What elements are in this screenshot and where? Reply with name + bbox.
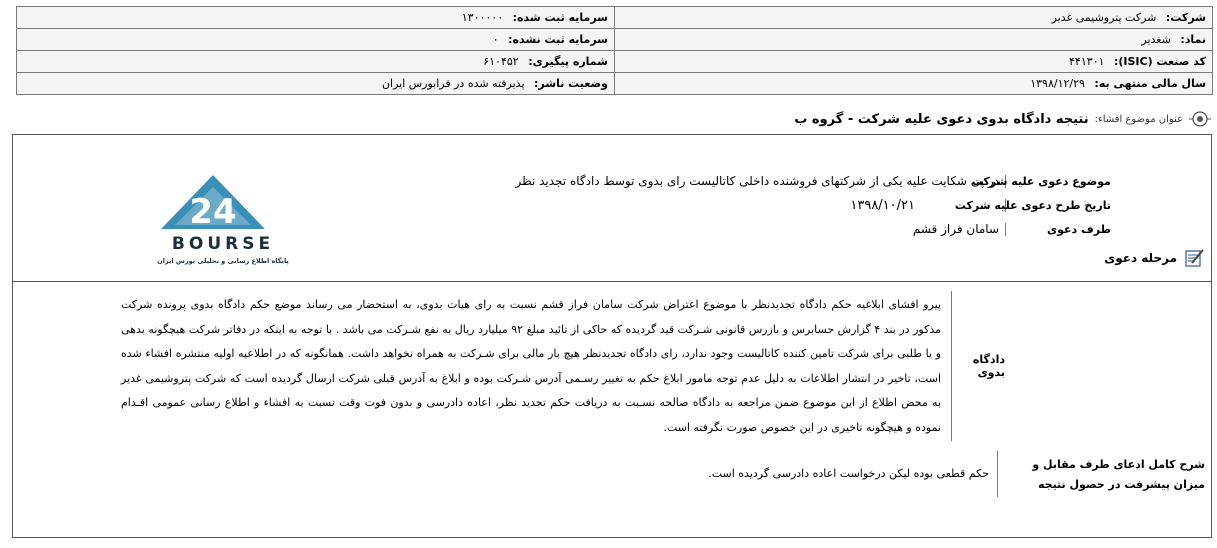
result-label: شرح کامل ادعای طرف مقابل و میزان پیشرفت در حصول نتیجه: [997, 451, 1211, 497]
result-text: حکم قطعی بوده لیکن درخواست اعاده دادرسی گردیده است.: [708, 467, 989, 480]
logo-wordmark: BOURSE: [171, 234, 275, 254]
symbol-value: شغدیر: [1141, 33, 1171, 46]
logo-tagline: پایگاه اطلاع رسانی و تحلیلی بورس ایران: [157, 257, 289, 265]
info-row: [17, 29, 1213, 51]
unregistered-capital-cell: [17, 29, 615, 51]
capital-label: سرمایه ثبت شده:: [512, 11, 608, 24]
fiscal-year-label: سال مالی منتهی به:: [1094, 77, 1206, 90]
isic-value: ۴۴۱۳۰۱: [1069, 55, 1105, 68]
capital-cell: [17, 7, 615, 29]
party-value: سامان فراز قشم: [912, 222, 999, 236]
claim-details: [435, 169, 1115, 241]
disclosure-box: [12, 134, 1212, 538]
isic-cell: [615, 51, 1213, 73]
company-value: شرکت پتروشیمی غدیر: [1051, 11, 1157, 24]
capital-value: ۱۳۰۰۰۰۰: [461, 11, 504, 24]
publisher-status-cell: [17, 73, 615, 95]
publisher-status-value: پذیرفته شده در فرابورس ایران: [381, 77, 525, 90]
logo-mark: 24: [189, 192, 237, 232]
result-section: [13, 451, 1211, 497]
bourse-logo: [143, 171, 303, 266]
tracking-label: شماره پیگیری:: [528, 55, 608, 68]
court-text: پیرو افشای ابلاغیه حکم دادگاه تجدیدنظر با موضوع اعتراض شرکت سامان فراز قشم نسبت به رای هیات بدوی، به استحضار می رساند موضع حکم دادگاه بدوی پرونده شرکت مذکور در بند ۴ گزارش حسابرس و بازرس قانونی شـرکت قید گردیده که حاکی از تائید مبلغ ۹۲ میلیارد ریال به نفع شـرکت می باشد . با توجه به اینکه در دفاتر شرکت هیچگونه بدهی و یا طلبی برای شرکت تامین کننده کاتالیست وجود ندارد، رای دادگاه تجدیدنظر هیچ بار مالی برای شـرکت به همراه نخواهد داشت. همانگونه که در اطلاعیه اولیه منتشره افشاء شده است، تاخیر در انتشار اطلاعات به دلیل عدم توجه مامور ابلاغ حکم به تغییر رسـمی آدرس شـرکت بوده و ابلاغ به آدرس قبلی شرکت ارسال گردیده است که شرکت پتروشیمی غدیر به محض اطلاع از این موضوع ضمن مراجعه به دادگاه صالحه نسـبت به دریافت حکم تجدید نظر، اعاده دادرسی و بدون فوت وقت نسبت به افشاء و اطلاع رسانی عمومی اقـدام نموده و هیچگونه تاخیری در این خصوص صورت نگرفته است.: [121, 298, 941, 434]
claim-subject-value: در پی شکایت علیه یکی از شرکتهای فروشنده داخلی کاتالیست رای بدوی توسط دادگاه تجدید نظر: [515, 174, 999, 188]
symbol-cell: [615, 29, 1213, 51]
info-row: [17, 7, 1213, 29]
stage-header: [1104, 247, 1205, 269]
tracking-value: ۶۱۰۴۵۲: [483, 55, 519, 68]
party-row: [435, 217, 1115, 241]
notepad-pencil-icon: [1183, 248, 1205, 268]
company-label: شرکت:: [1165, 11, 1206, 24]
symbol-label: نماد:: [1180, 33, 1206, 46]
fiscal-year-value: ۱۳۹۸/۱۲/۲۹: [1030, 77, 1085, 90]
isic-label: کد صنعت (ISIC):: [1113, 55, 1206, 68]
claim-date-value: ۱۳۹۸/۱۰/۲۱: [850, 197, 915, 213]
fiscal-year-cell: [615, 73, 1213, 95]
unregistered-capital-label: سرمایه ثبت نشده:: [508, 33, 608, 46]
publisher-status-label: وضعیت ناشر:: [534, 77, 608, 90]
unregistered-capital-value: ۰: [492, 33, 499, 46]
claim-subject-label: موضوع دعوی علیه شرکت: [1005, 175, 1115, 188]
subject-title: نتیجه دادگاه بدوی دعوی علیه شرکت - گروه ب: [794, 111, 1089, 127]
section-divider: [13, 281, 1211, 282]
company-info-table: [16, 6, 1213, 95]
party-label: طرف دعوی: [1005, 223, 1115, 236]
subject-caption: عنوان موضوع افشاء:: [1094, 113, 1183, 125]
claim-date-label: تاریخ طرح دعوی علیه شرکت: [1005, 199, 1115, 212]
court-label: دادگاه بدوی: [951, 291, 1011, 441]
tracking-cell: [17, 51, 615, 73]
info-row: [17, 73, 1213, 95]
claim-date-row: [435, 193, 1115, 217]
stage-title: مرحله دعوی: [1104, 251, 1177, 265]
court-section: [13, 291, 1211, 441]
target-icon: [1189, 108, 1211, 130]
subject-row: [794, 108, 1211, 130]
info-row: [17, 51, 1213, 73]
company-cell: [615, 7, 1213, 29]
claim-subject-row: [435, 169, 1115, 193]
